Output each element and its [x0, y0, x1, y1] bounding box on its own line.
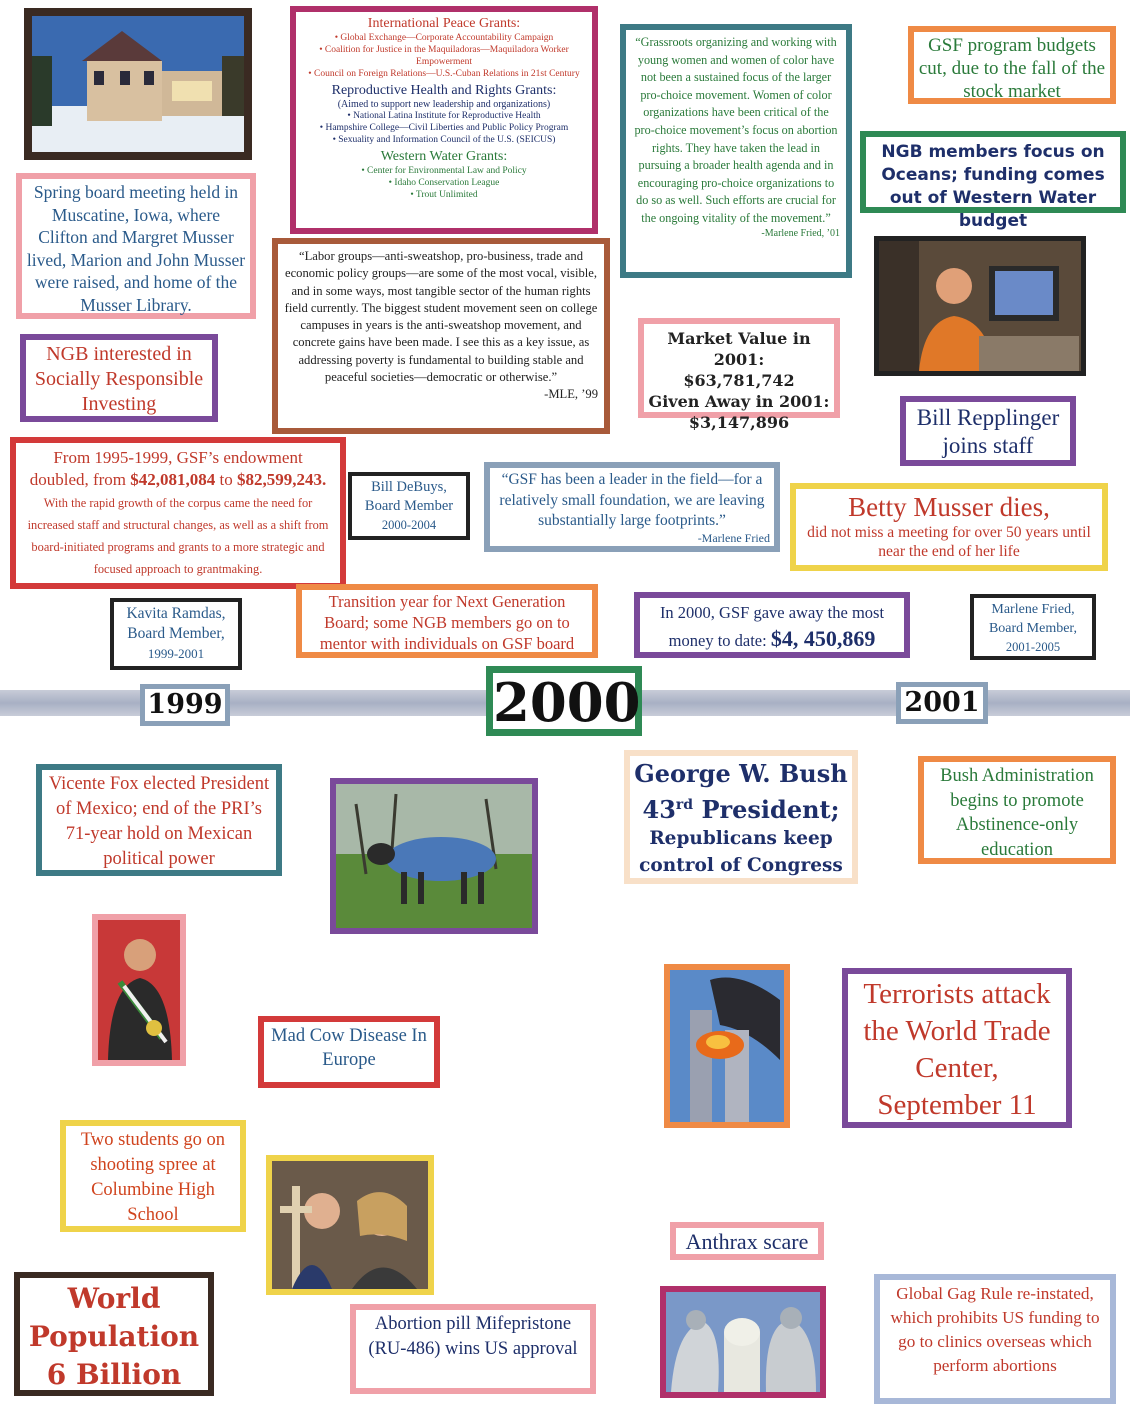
world-population-text: World Population 6 Billion — [28, 1282, 200, 1391]
list-item: • Hampshire College—Civil Liberties and Public Policy Program — [302, 122, 586, 134]
repplinger-box — [900, 396, 1076, 466]
mad-cow-text: Mad Cow Disease In Europe — [271, 1026, 427, 1070]
gave-away-text: In 2000, GSF gave away the most money to date: — [659, 603, 885, 650]
gave-away-amount: $4, 450,869 — [770, 626, 876, 651]
list-item: • Idaho Conservation League — [302, 177, 586, 189]
betty-musser-box — [790, 483, 1108, 571]
musser-house-photo — [24, 8, 252, 160]
list-item: • Center for Environmental Law and Policy — [302, 165, 586, 177]
fox-box — [36, 764, 282, 876]
fox-text: Vicente Fox elected President of Mexico; end of the PRI’s 71-year hold on Mexican political power — [48, 774, 270, 869]
list-item: • Sexuality and Information Council of the U.S. (SEICUS) — [302, 134, 586, 146]
debuys-box — [348, 472, 470, 540]
transition-text: Transition year for Next Generation Board; some NGB members go on to mentor with individuals on GSF board — [319, 592, 575, 653]
bush-title: President; — [693, 795, 840, 824]
water-grants-heading: Western Water Grants: — [380, 149, 508, 164]
market-value-box — [638, 318, 840, 432]
mifepristone-box — [350, 1304, 596, 1394]
cow-statue-photo — [330, 778, 538, 934]
endowment-1999-value: $82,599,243. — [237, 470, 327, 489]
bush-number: 43 — [642, 795, 676, 824]
anthrax-text: Anthrax scare — [685, 1229, 809, 1254]
endowment-box — [10, 437, 346, 589]
given-away-label: Given Away in 2001: — [648, 392, 830, 411]
list-item: • National Latina Institute for Reproductive Health — [302, 110, 586, 122]
ngb-oceans-box — [860, 131, 1126, 231]
year-2001: 2001 — [896, 682, 988, 724]
wtc-text: Terrorists attack the World Trade Center, September 11 — [863, 978, 1051, 1121]
grassroots-attribution: -Marlene Fried, ’01 — [761, 227, 840, 239]
mad-cow-box — [258, 1016, 440, 1088]
list-item: • Global Exchange—Corporate Accountability Campaign — [302, 32, 586, 44]
repro-grants-sub: (Aimed to support new leadership and organizations) — [337, 99, 551, 110]
ramdas-box — [110, 598, 242, 670]
mifepristone-text: Abortion pill Mifepristone (RU-486) wins US approval — [368, 1314, 578, 1359]
bush-ordinal: rd — [675, 797, 694, 813]
gsf-budgets-box — [908, 26, 1116, 104]
market-value-label: Market Value in 2001: — [667, 329, 811, 369]
endowment-text-c: With the rapid growth of the corpus came the need for increased staff and structural changes, as well as a shift from board-initiated programs and grants to a more strategic and focused approach to grantmaking. — [27, 496, 329, 576]
leader-quote: “GSF has been a leader in the field—for a relatively small foundation, we are leaving substantially large footprints.” — [499, 471, 765, 529]
peace-grants-list — [302, 32, 586, 80]
abstinence-text: Bush Administration begins to promote Abstinence-only education — [940, 766, 1094, 860]
world-population-box — [14, 1272, 214, 1396]
repro-grants-heading: Reproductive Health and Rights Grants: — [331, 83, 557, 98]
bush-president — [632, 790, 850, 825]
anthrax-photo — [660, 1286, 826, 1398]
labor-quote-box — [272, 238, 610, 434]
gsf-budgets-text: GSF program budgets cut, due to the fall of the stock market — [918, 35, 1106, 102]
given-away-amount: $3,147,896 — [688, 413, 790, 432]
fox-photo — [92, 914, 186, 1066]
spring-board-text: Spring board meeting held in Muscatine, Iowa, where Clifton and Margret Musser lived, Marion and John Musser were raised, and home of the Musser Library. — [26, 182, 246, 315]
year-1999: 1999 — [140, 684, 230, 726]
repplinger-photo — [874, 236, 1086, 376]
list-item: • Council on Foreign Relations—U.S.-Cuban Relations in 21st Century — [302, 68, 586, 80]
fried-board-name: Marlene Fried, Board Member, — [988, 602, 1078, 636]
ngb-oceans-text: NGB members focus on Oceans; funding comes out of Western Water budget — [881, 142, 1105, 231]
spring-board-box — [16, 173, 256, 319]
debuys-years: 2000-2004 — [381, 518, 437, 532]
fried-board-years: 2001-2005 — [1005, 640, 1061, 654]
bush-box — [624, 750, 858, 884]
anthrax-box — [670, 1222, 824, 1260]
fried-board-box — [970, 594, 1096, 660]
endowment-text-b: to — [215, 470, 238, 489]
market-value-amount: $63,781,742 — [683, 371, 795, 390]
repro-grants-list — [302, 110, 586, 146]
gave-away-box — [634, 592, 910, 658]
water-grants-list — [302, 165, 586, 201]
leader-quote-box — [484, 462, 780, 552]
abstinence-box — [918, 756, 1116, 864]
grassroots-quote-box — [620, 24, 852, 278]
leader-attribution: -Marlene Fried — [697, 530, 770, 545]
year-2000: 2000 — [486, 666, 642, 736]
peace-grants-heading: International Peace Grants: — [367, 16, 521, 31]
repplinger-text: Bill Repplinger joins staff — [916, 405, 1060, 458]
columbine-photo — [266, 1155, 434, 1295]
columbine-text: Two students go on shooting spree at Columbine High School — [80, 1130, 226, 1225]
transition-box — [296, 584, 598, 658]
labor-quote: “Labor groups—anti-sweatshop, pro-business, trade and economic policy groups—are some of the most vocal, visible, and in some ways, most tangible sector of the human rights field currently. The biggest student movement seen on college campuses in years is the anti-sweatshop movement, and concrete gains have been made. I see this as a key issue, as addressing poverty is fundamental to building stable and peaceful societies—democratic or otherwise.” — [284, 249, 598, 385]
grants-list-box — [290, 6, 598, 234]
list-item: • Coalition for Justice in the Maquiladoras—Maquiladora Worker Empowerment — [302, 44, 586, 68]
list-item: • Trout Unlimited — [302, 189, 586, 201]
betty-musser-sub: did not miss a meeting for over 50 years until near the end of her life — [807, 524, 1091, 560]
gag-rule-text: Global Gag Rule re-instated, which prohibits US funding to go to clinics overseas which perform abortions — [890, 1284, 1100, 1375]
endowment-text-a: From 1995-1999, GSF’s endowment doubled, from — [29, 448, 303, 489]
grassroots-quote: “Grassroots organizing and working with young women and women of color have not been a sustained focus of the larger pro-choice movement. Women of color organizations have been critical of the pro-choice movement’s focus on abortion rights. They have taken the lead in pursuing a broader health agenda and in encouraging pro-choice organizations to do so as well. Such efforts are crucial for the ongoing vitality of the movement.” — [634, 35, 838, 225]
debuys-name: Bill DeBuys, Board Member — [364, 479, 454, 514]
wtc-box — [842, 968, 1072, 1128]
ramdas-name: Kavita Ramdas, Board Member, — [126, 605, 226, 642]
gag-rule-box — [874, 1274, 1116, 1404]
ngb-sri-text: NGB interested in Socially Responsible Investing — [34, 343, 204, 415]
bush-congress: Republicans keep control of Congress — [639, 828, 843, 876]
wtc-photo — [664, 964, 790, 1128]
endowment-1995-value: $42,081,084 — [130, 470, 216, 489]
columbine-box — [60, 1120, 246, 1232]
ramdas-years: 1999-2001 — [147, 646, 205, 661]
bush-name: George W. Bush — [634, 759, 848, 788]
ngb-sri-box — [20, 334, 218, 422]
labor-attribution: -MLE, ’99 — [544, 387, 598, 402]
betty-musser-title: Betty Musser dies, — [848, 492, 1050, 522]
